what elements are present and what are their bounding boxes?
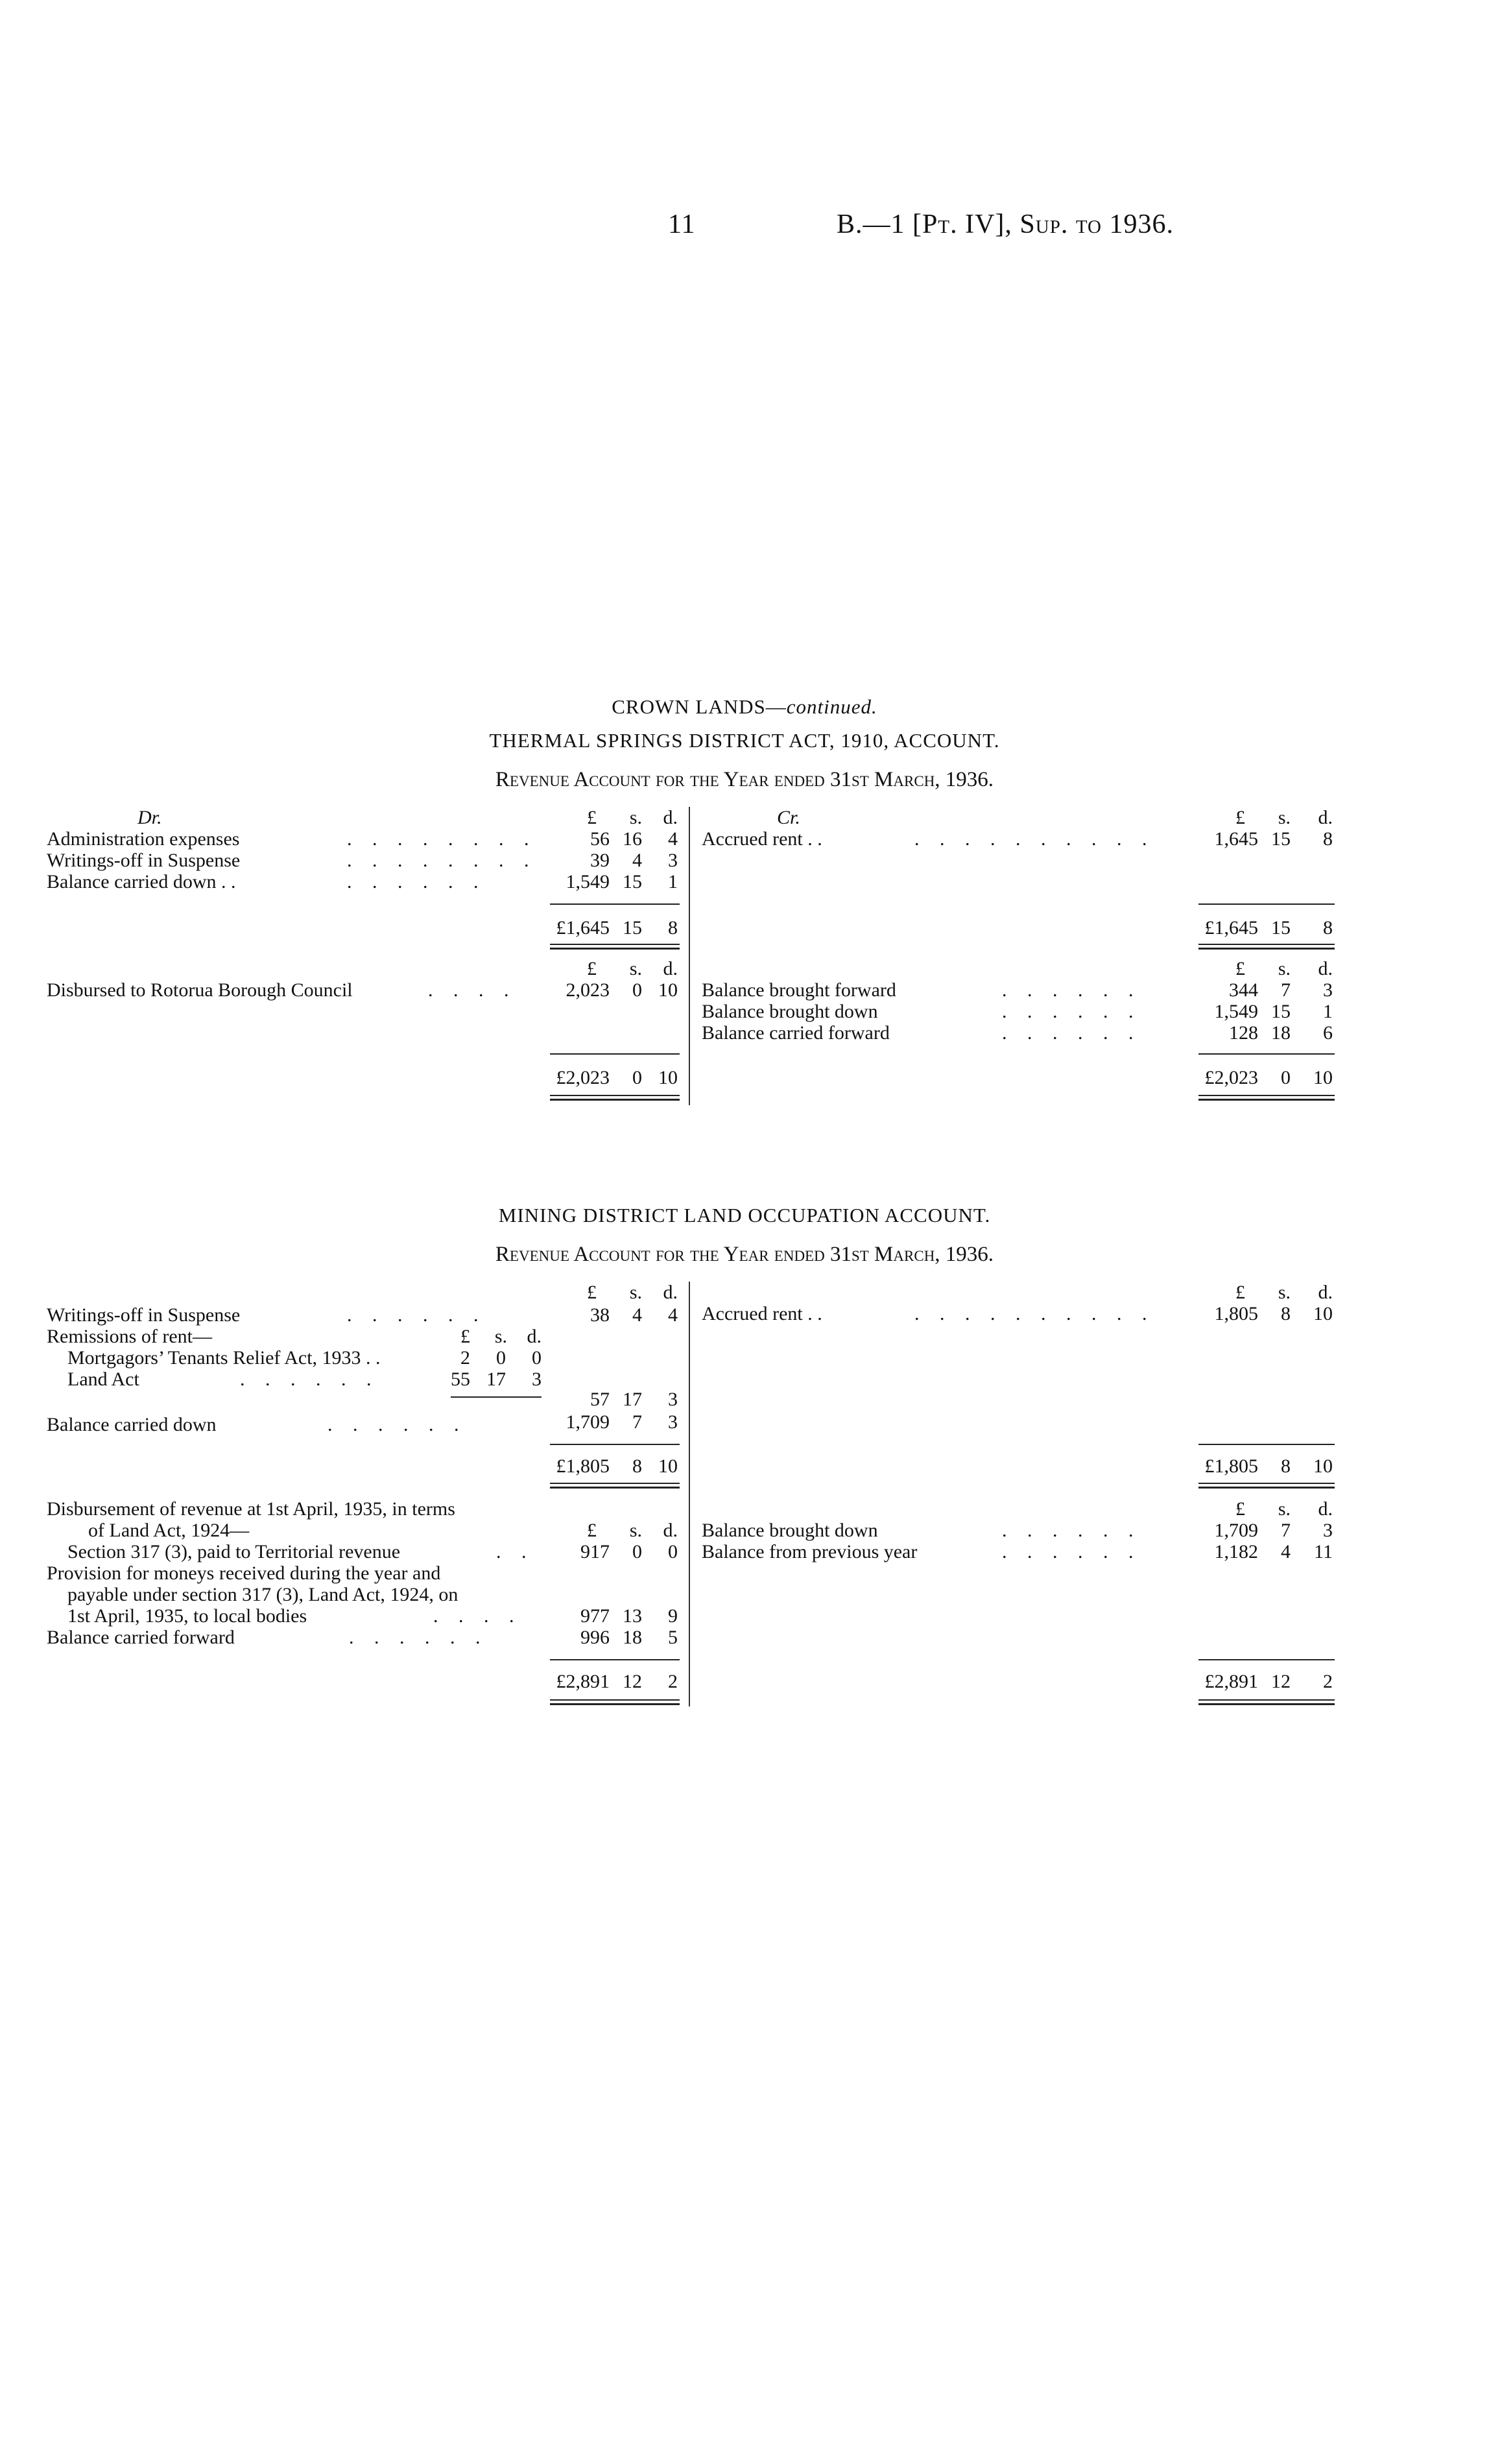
amount-shillings: 15 xyxy=(1271,1001,1291,1022)
amount-pounds: 56 xyxy=(590,828,610,850)
mining-total2-right-s: 12 xyxy=(1271,1671,1291,1692)
double-rule xyxy=(550,1095,680,1101)
mining-col-s-left: s. xyxy=(629,1282,642,1303)
thermal-total2-left-s: 0 xyxy=(632,1067,642,1088)
remissions-col-s: s. xyxy=(494,1326,507,1347)
amount-shillings: 17 xyxy=(486,1369,506,1390)
leader-dots: . . . . . . xyxy=(1002,979,1141,1001)
mining-col2-d-right: d. xyxy=(1318,1498,1333,1520)
thermal-divider xyxy=(689,807,690,1105)
page-number: 11 xyxy=(668,209,696,239)
amount-pounds: 1,645 xyxy=(1214,828,1258,850)
amount-pence: 5 xyxy=(668,1627,678,1648)
leader-dots: . . . . . . . . xyxy=(347,850,537,871)
leader-dots: . . . . xyxy=(433,1605,522,1627)
mining-title: MINING DISTRICT LAND OCCUPATION ACCOUNT. xyxy=(498,1204,991,1226)
amount-pounds: 2 xyxy=(460,1347,470,1369)
thermal-total-right-s: 15 xyxy=(1271,917,1291,939)
amount-shillings: 18 xyxy=(623,1627,642,1648)
amount-shillings: 0 xyxy=(496,1347,506,1369)
cr-label: Cr. xyxy=(777,807,800,828)
amount-pence: 8 xyxy=(1323,828,1333,850)
mining-total-right-s: 8 xyxy=(1281,1455,1291,1477)
mining-total2-left-d: 2 xyxy=(668,1671,678,1692)
amount-pence: 10 xyxy=(658,979,678,1001)
mining-total-right-pounds: £1,805 xyxy=(1204,1455,1258,1477)
amount-pounds: 1,805 xyxy=(1214,1303,1258,1324)
amount-shillings: 15 xyxy=(1271,828,1291,850)
mining-subtitle: Revenue Account for the Year ended 31st March, 1936. xyxy=(495,1243,994,1266)
mining-col2-s-left: s. xyxy=(629,1520,642,1541)
mining-col2-d-left: d. xyxy=(663,1520,678,1541)
leader-dots: . . . . . . xyxy=(347,871,486,892)
amount-pounds: 917 xyxy=(580,1541,610,1562)
double-rule xyxy=(550,944,680,950)
section-title xyxy=(0,695,1489,719)
amount-pence: 1 xyxy=(668,871,678,892)
provision-label-2: payable under section 317 (3), Land Act, 1924, on xyxy=(67,1584,459,1605)
mining-col-pound-right: £ xyxy=(1235,1282,1245,1303)
thermal-col2-d-left: d. xyxy=(663,958,678,979)
amount-pounds: 1,549 xyxy=(566,871,610,892)
thermal-col2-pound-left: £ xyxy=(587,958,597,979)
amount-shillings: 18 xyxy=(1271,1022,1291,1044)
ref-part2: IV], xyxy=(957,209,1020,239)
amount-shillings: 13 xyxy=(623,1605,642,1627)
amount-pence: 0 xyxy=(668,1541,678,1562)
amount-pence: 3 xyxy=(532,1369,542,1390)
remission-label: Land Act xyxy=(67,1369,139,1390)
thermal-col-s-left: s. xyxy=(629,807,642,828)
amount-shillings: 0 xyxy=(632,1541,642,1562)
amount-pence: 11 xyxy=(1314,1541,1333,1562)
amount-shillings: 4 xyxy=(632,1304,642,1326)
thermal-col-pound-right: £ xyxy=(1235,807,1245,828)
thermal-subtitle: Revenue Account for the Year ended 31st March, 1936. xyxy=(495,768,994,791)
thermal-col2-d-right: d. xyxy=(1318,958,1333,979)
disbursement-label-1: Disbursement of revenue at 1st April, 1935, in terms xyxy=(47,1498,455,1520)
rule xyxy=(550,1659,680,1660)
thermal-col-pound-left: £ xyxy=(587,807,597,828)
thermal-title: THERMAL SPRINGS DISTRICT ACT, 1910, ACCOUNT. xyxy=(489,729,1000,752)
double-rule xyxy=(1198,1699,1335,1705)
section-title-main: CROWN LANDS— xyxy=(612,695,787,718)
leader-dots: . . . . . . xyxy=(1002,1001,1141,1022)
mining-total2-left-pounds: £2,891 xyxy=(556,1671,610,1692)
debit-label: Disbursed to Rotorua Borough Council xyxy=(47,979,353,1001)
rule xyxy=(1198,1659,1335,1660)
remissions-col-pound: £ xyxy=(460,1326,470,1347)
amount-pence: 6 xyxy=(1323,1022,1333,1044)
ref-year: 1936. xyxy=(1101,209,1174,239)
mining-col-s-right: s. xyxy=(1278,1282,1291,1303)
double-rule xyxy=(1198,1095,1335,1101)
rule xyxy=(1198,1053,1335,1055)
mining-total-left-pounds: £1,805 xyxy=(556,1455,610,1477)
amount-pounds: 977 xyxy=(580,1605,610,1627)
amount-shillings: 15 xyxy=(623,871,642,892)
debit-label: Writings-off in Suspense xyxy=(47,1304,241,1326)
mining-total2-right-pounds: £2,891 xyxy=(1204,1671,1258,1692)
thermal-total2-right-d: 10 xyxy=(1313,1067,1333,1088)
thermal-total-right-d: 8 xyxy=(1323,917,1333,939)
thermal-col-s-right: s. xyxy=(1278,807,1291,828)
provision-label-1: Provision for moneys received during the year and xyxy=(47,1562,441,1584)
rule xyxy=(550,1053,680,1055)
mining-total-left-d: 10 xyxy=(658,1455,678,1477)
mining-total-right-d: 10 xyxy=(1313,1455,1333,1477)
amount-pounds: 38 xyxy=(590,1304,610,1326)
amount-shillings: 0 xyxy=(632,979,642,1001)
amount-shillings: 17 xyxy=(623,1389,642,1410)
amount-pounds: 1,709 xyxy=(566,1411,610,1433)
credit-label: Accrued rent . . xyxy=(702,1303,822,1324)
amount-pence: 3 xyxy=(668,1411,678,1433)
amount-pounds: 344 xyxy=(1229,979,1258,1001)
amount-shillings: 4 xyxy=(1281,1541,1291,1562)
amount-pounds: 55 xyxy=(451,1369,470,1390)
amount-shillings: 7 xyxy=(1281,1520,1291,1541)
thermal-total2-right-pounds: £2,023 xyxy=(1204,1067,1258,1088)
thermal-col-d-right: d. xyxy=(1318,807,1333,828)
mining-total-left-s: 8 xyxy=(632,1455,642,1477)
amount-pounds: 1,549 xyxy=(1214,1001,1258,1022)
amount-pence: 3 xyxy=(1323,1520,1333,1541)
mining-total2-right-d: 2 xyxy=(1323,1671,1333,1692)
thermal-total2-left-d: 10 xyxy=(658,1067,678,1088)
disbursement-label-2: of Land Act, 1924— xyxy=(88,1520,250,1541)
amount-pounds: 1,182 xyxy=(1214,1541,1258,1562)
leader-dots: . . . . xyxy=(428,979,517,1001)
leader-dots: . . . . . . xyxy=(1002,1022,1141,1044)
remission-label: Mortgagors’ Tenants Relief Act, 1933 . . xyxy=(67,1347,381,1369)
thermal-col2-s-right: s. xyxy=(1278,958,1291,979)
double-rule xyxy=(1198,1483,1335,1489)
credit-label: Balance from previous year xyxy=(702,1541,918,1562)
amount-pence: 9 xyxy=(668,1605,678,1627)
credit-label: Balance brought down xyxy=(702,1520,878,1541)
leader-dots: . . . . . . xyxy=(1002,1541,1141,1562)
mining-total2-left-s: 12 xyxy=(623,1671,642,1692)
credit-label: Balance brought forward xyxy=(702,979,896,1001)
credit-label: Balance carried forward xyxy=(702,1022,890,1044)
mining-col-pound-left: £ xyxy=(587,1282,597,1303)
ref-sup: Sup. to xyxy=(1019,209,1102,239)
rule xyxy=(550,903,680,905)
amount-shillings: 4 xyxy=(632,850,642,871)
amount-pence: 1 xyxy=(1323,1001,1333,1022)
leader-dots: . . . . . . xyxy=(1002,1520,1141,1541)
rule xyxy=(1198,1444,1335,1445)
thermal-col2-s-left: s. xyxy=(629,958,642,979)
remissions-col-d: d. xyxy=(527,1326,542,1347)
amount-pounds: 996 xyxy=(580,1627,610,1648)
double-rule xyxy=(550,1483,680,1489)
leader-dots: . . . . . . xyxy=(240,1369,379,1390)
leader-dots: . . . . . . . . . . xyxy=(914,1303,1155,1324)
amount-pence: 0 xyxy=(532,1347,542,1369)
mining-col2-pound-left: £ xyxy=(587,1520,597,1541)
amount-pence: 4 xyxy=(668,1304,678,1326)
document-reference xyxy=(837,209,1174,240)
amount-shillings: 7 xyxy=(1281,979,1291,1001)
amount-shillings: 7 xyxy=(632,1411,642,1433)
dr-label: Dr. xyxy=(137,807,162,828)
leader-dots: . . . . . . . . . . xyxy=(914,828,1155,850)
credit-label: Accrued rent . . xyxy=(702,828,822,850)
thermal-total2-left-pounds: £2,023 xyxy=(556,1067,610,1088)
amount-pence: 3 xyxy=(668,1389,678,1410)
mining-col-d-right: d. xyxy=(1318,1282,1333,1303)
debit-label: 1st April, 1935, to local bodies xyxy=(67,1605,307,1627)
thermal-total-right-pounds: £1,645 xyxy=(1204,917,1258,939)
leader-dots: . . xyxy=(496,1541,534,1562)
thermal-col2-pound-right: £ xyxy=(1235,958,1245,979)
debit-label: Writings-off in Suspense xyxy=(47,850,241,871)
thermal-total-left-s: 15 xyxy=(623,917,642,939)
amount-pounds: 57 xyxy=(590,1389,610,1410)
amount-pence: 10 xyxy=(1313,1303,1333,1324)
debit-label: Balance carried forward xyxy=(47,1627,235,1648)
amount-pounds: 39 xyxy=(590,850,610,871)
amount-shillings: 16 xyxy=(623,828,642,850)
mining-col2-pound-right: £ xyxy=(1235,1498,1245,1520)
debit-label: Section 317 (3), paid to Territorial revenue xyxy=(67,1541,401,1562)
section-title-continued: continued. xyxy=(786,695,877,718)
debit-label: Administration expenses xyxy=(47,828,240,850)
leader-dots: . . . . . . xyxy=(347,1304,486,1326)
amount-shillings: 8 xyxy=(1281,1303,1291,1324)
thermal-col-d-left: d. xyxy=(663,807,678,828)
leader-dots: . . . . . . xyxy=(349,1627,488,1648)
thermal-total2-right-s: 0 xyxy=(1281,1067,1291,1088)
mining-divider xyxy=(689,1282,690,1706)
remissions-label: Remissions of rent— xyxy=(47,1326,212,1347)
amount-pounds: 1,709 xyxy=(1214,1520,1258,1541)
amount-pence: 4 xyxy=(668,828,678,850)
double-rule xyxy=(1198,944,1335,950)
rule xyxy=(1198,903,1335,905)
amount-pounds: 128 xyxy=(1229,1022,1258,1044)
rule xyxy=(550,1444,680,1445)
thermal-total-left-d: 8 xyxy=(668,917,678,939)
double-rule xyxy=(550,1699,680,1705)
amount-pence: 3 xyxy=(1323,979,1333,1001)
ref-part1: B.—1 [ xyxy=(837,209,922,239)
ref-pt: Pt. xyxy=(922,209,958,239)
mining-col-d-left: d. xyxy=(663,1282,678,1303)
leader-dots: . . . . . . . . xyxy=(347,828,537,850)
rule xyxy=(451,1396,542,1398)
debit-label: Balance carried down . . xyxy=(47,871,236,892)
mining-col2-s-right: s. xyxy=(1278,1498,1291,1520)
debit-label: Balance carried down xyxy=(47,1414,217,1435)
credit-label: Balance brought down xyxy=(702,1001,878,1022)
amount-pounds: 2,023 xyxy=(566,979,610,1001)
thermal-total-left-pounds: £1,645 xyxy=(556,917,610,939)
amount-pence: 3 xyxy=(668,850,678,871)
leader-dots: . . . . . . xyxy=(328,1414,467,1435)
